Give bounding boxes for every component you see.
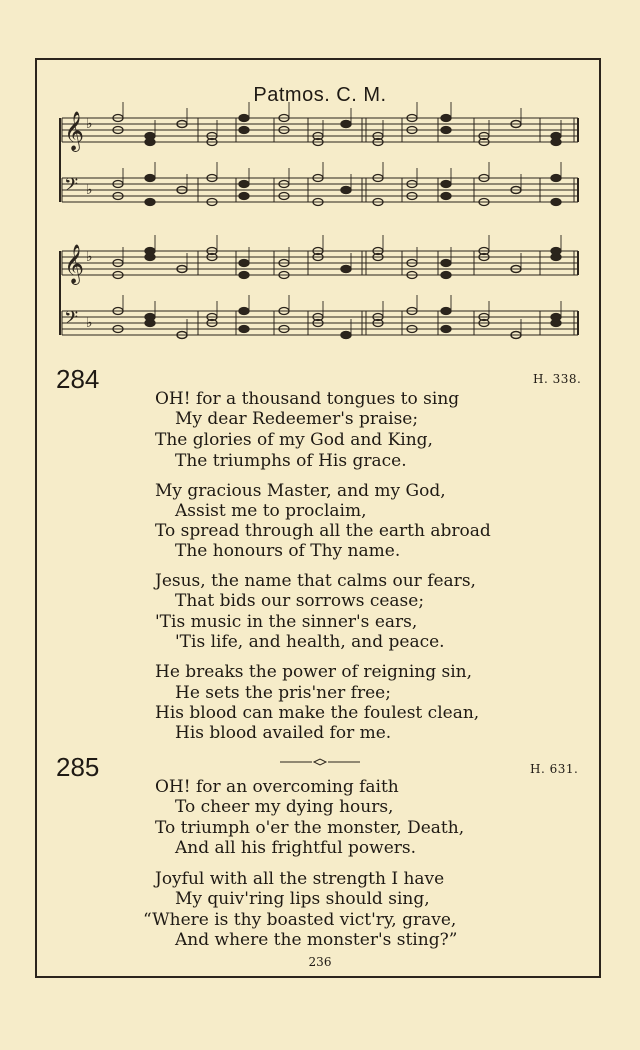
svg-text:♭: ♭ — [86, 116, 93, 132]
svg-text:𝄢: 𝄢 — [64, 308, 79, 333]
svg-text:𝄢: 𝄢 — [64, 175, 79, 200]
svg-text:𝄞: 𝄞 — [64, 244, 85, 284]
verse-line: He sets the pris'ner free; — [175, 683, 391, 703]
verse-line: My dear Redeemer's praise; — [175, 409, 419, 429]
verse-line: His blood can make the foulest clean, — [155, 703, 480, 723]
verse-line: Assist me to proclaim, — [175, 501, 367, 521]
tune-title: Patmos. C. M. — [253, 84, 387, 106]
sheet-music — [0, 0, 640, 360]
verse-line: To cheer my dying hours, — [175, 797, 394, 817]
hymn-number-284: 284 — [56, 364, 100, 394]
verse-line: The triumphs of His grace. — [175, 451, 407, 471]
verse-line: OH! for an overcoming faith — [155, 777, 399, 797]
verse-line: Joyful with all the strength I have — [155, 869, 445, 889]
verse-line: And all his frightful powers. — [175, 838, 417, 858]
verse-line: That bids our sorrows cease; — [175, 591, 425, 611]
hymn-reference-284: H. 338. — [533, 372, 582, 386]
verse-line: His blood availed for me. — [175, 723, 392, 743]
verse-line: 'Tis music in the sinner's ears, — [155, 612, 418, 632]
verse-line: My quiv'ring lips should sing, — [175, 889, 430, 909]
svg-text:♭: ♭ — [86, 182, 93, 198]
svg-text:♭: ♭ — [86, 315, 93, 331]
verse-line: To triumph o'er the monster, Death, — [155, 818, 465, 838]
verse-line: Jesus, the name that calms our fears, — [155, 571, 476, 591]
verse-line: “Where is thy boasted vict'ry, grave, — [143, 910, 457, 930]
svg-text:𝄞: 𝄞 — [64, 111, 85, 151]
verse-line: To spread through all the earth abroad — [155, 521, 491, 541]
hymn-number-285: 285 — [56, 752, 100, 782]
verse-line: My gracious Master, and my God, — [155, 481, 446, 501]
page-number: 236 — [308, 955, 332, 969]
verse-line: The honours of Thy name. — [175, 541, 401, 561]
hymn-divider — [280, 758, 360, 766]
hymn-reference-285: H. 631. — [530, 762, 579, 776]
verse-line: OH! for a thousand tongues to sing — [155, 389, 460, 409]
verse-line: He breaks the power of reigning sin, — [155, 662, 472, 682]
svg-text:♭: ♭ — [86, 249, 93, 265]
verse-line: The glories of my God and King, — [155, 430, 433, 450]
verse-line: And where the monster's sting?” — [175, 930, 458, 950]
verse-line: 'Tis life, and health, and peace. — [175, 632, 445, 652]
